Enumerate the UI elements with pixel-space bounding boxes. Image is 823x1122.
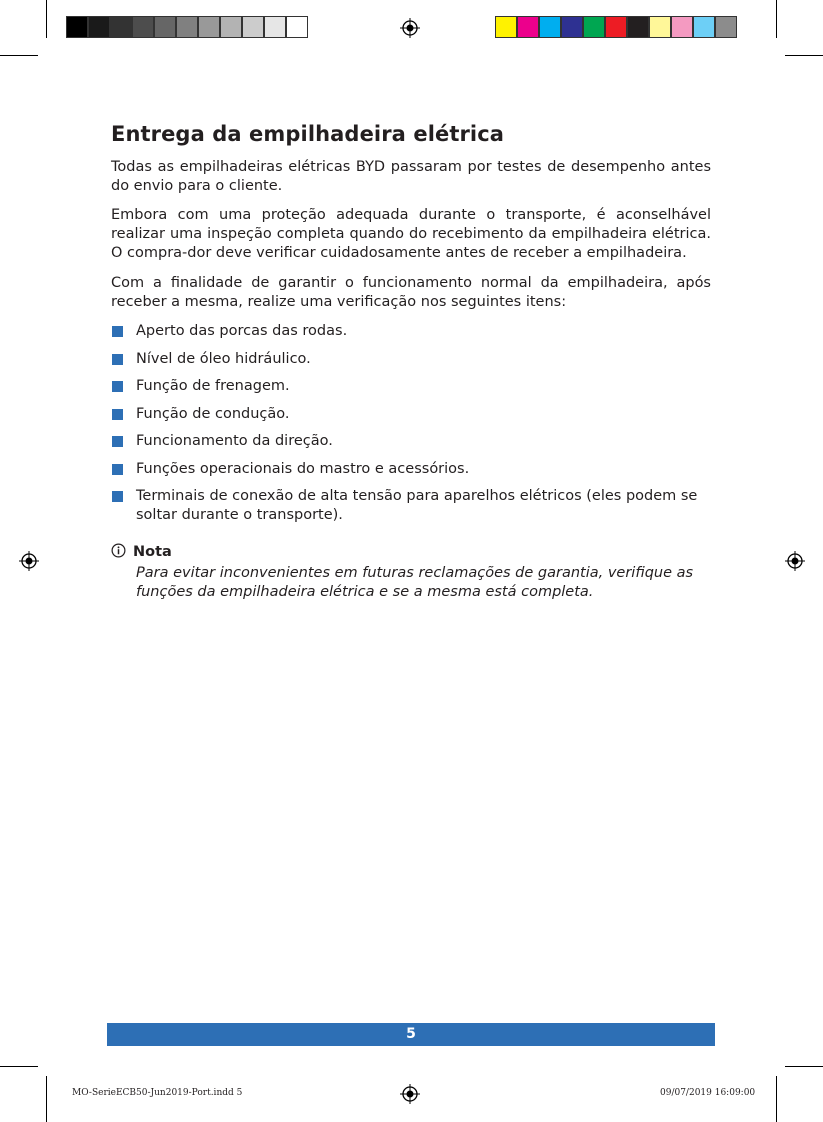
intro-paragraph: Todas as empilhadeiras elétricas BYD passaram por testes de desempenho antes do envio para o cliente. [111,159,711,194]
crop-mark [0,55,38,56]
crop-mark [0,1066,38,1067]
checklist [111,322,711,534]
bullet-square-icon [112,436,123,447]
page-number-bar [107,1023,715,1046]
checklist-item: Função de condução. [111,405,711,424]
registration-mark-icon [400,18,420,38]
checklist-intro-paragraph: Com a finalidade de garantir o funcionamento normal da empilhadeira, após receber a mesma, realize uma verificação nos seguintes itens: [111,275,711,310]
color-swatch [671,16,693,38]
color-swatch [649,16,671,38]
bullet-square-icon [112,409,123,420]
bullet-square-icon [112,354,123,365]
footer-filename: MO-SerieECB50-Jun2019-Port.indd 5 [72,1088,243,1098]
crop-mark [785,1066,823,1067]
registration-mark-icon [19,551,39,571]
color-swatch [132,16,154,38]
note-heading: Nota [111,543,172,560]
process-color-bar [495,16,737,38]
crop-mark [776,0,777,38]
color-swatch [561,16,583,38]
checklist-item: Função de frenagem. [111,377,711,396]
checklist-item: Funções operacionais do mastro e acessórios. [111,460,711,479]
checklist-item: Nível de óleo hidráulico. [111,350,711,369]
page-number: 5 [406,1026,416,1042]
color-swatch [286,16,308,38]
crop-mark [46,0,47,38]
color-swatch [693,16,715,38]
crop-mark [776,1076,777,1122]
color-swatch [605,16,627,38]
color-swatch [88,16,110,38]
info-icon [111,543,126,558]
checklist-item: Terminais de conexão de alta tensão para aparelhos elétricos (eles podem se soltar durante o transporte). [111,487,711,525]
checklist-item: Funcionamento da direção. [111,432,711,451]
color-swatch [583,16,605,38]
inspection-paragraph: Embora com uma proteção adequada durante o transporte, é aconselhável realizar uma inspeção completa quando do recebimento da empilhadeira elétrica. O compra-dor deve verificar cuidadosamente antes de receber a empilhadeira. [111,207,711,261]
crop-mark [785,55,823,56]
color-swatch [517,16,539,38]
color-swatch [495,16,517,38]
color-swatch [220,16,242,38]
bullet-square-icon [112,381,123,392]
color-swatch [715,16,737,38]
color-swatch [539,16,561,38]
grayscale-color-bar [66,16,308,38]
color-swatch [242,16,264,38]
note-text: Para evitar inconvenientes em futuras reclamações de garantia, verifique as funções da empilhadeira elétrica e se a mesma está completa. [136,565,694,600]
color-swatch [66,16,88,38]
color-swatch [110,16,132,38]
color-swatch [198,16,220,38]
color-swatch [627,16,649,38]
color-swatch [154,16,176,38]
color-swatch [264,16,286,38]
color-swatch [176,16,198,38]
crop-mark [46,1076,47,1122]
bullet-square-icon [112,491,123,502]
page-title: Entrega da empilhadeira elétrica [111,122,505,146]
bullet-square-icon [112,464,123,475]
checklist-item: Aperto das porcas das rodas. [111,322,711,341]
footer-timestamp: 09/07/2019 16:09:00 [660,1088,756,1098]
registration-mark-icon [400,1084,420,1104]
registration-mark-icon [785,551,805,571]
bullet-square-icon [112,326,123,337]
